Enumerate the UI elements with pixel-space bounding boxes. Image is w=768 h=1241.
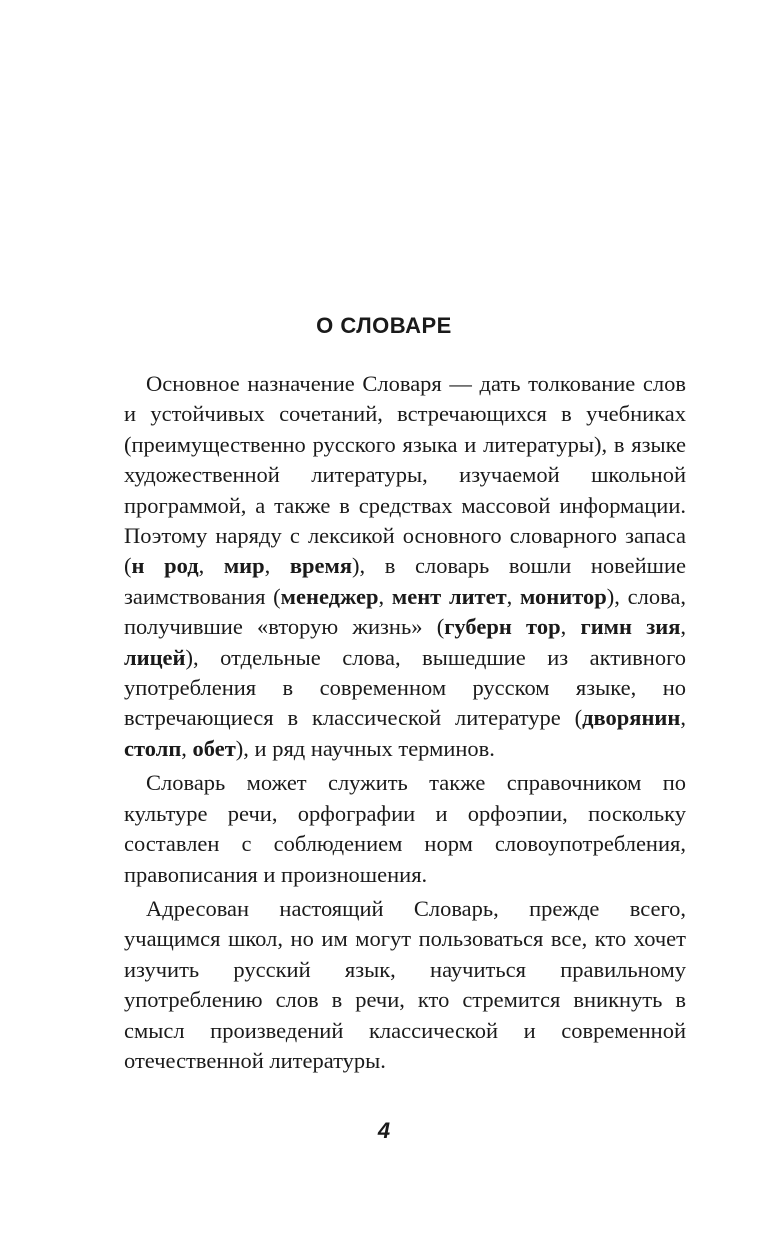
example-word: мир — [223, 553, 265, 579]
text-run: , — [378, 583, 392, 609]
text-run: , — [181, 735, 193, 761]
text-run: ), и ряд научных терминов. — [235, 735, 495, 761]
text-run: , — [680, 614, 687, 640]
example-word: время — [289, 553, 353, 579]
section-title: О СЛОВАРЕ — [316, 313, 452, 338]
text-run: ), слова, получившие «вторую жизнь» ( — [124, 583, 687, 640]
example-word: н род — [131, 553, 199, 579]
example-word: монитор — [520, 583, 607, 609]
example-word: лицей — [124, 644, 186, 670]
text-run: , — [680, 705, 686, 731]
example-word: гимн зия — [580, 614, 681, 640]
example-word: столп — [124, 735, 182, 761]
example-word: дворянин — [582, 705, 681, 731]
page-number: 4 — [377, 1118, 391, 1143]
paragraph-reference-use: Словарь может служить также справочником по культуре речи, орфографии и орфоэпии, поскольку составлен с соблюдением норм словоупотребления, правописания и произношения. — [124, 770, 686, 887]
paragraph-audience: Адресован настоящий Словарь, прежде всего, учащимся школ, но им могут пользоваться все, кто хочет изучить русский язык, научиться правильному употреблению слов в речи, кто стремится вникнуть в смысл произведений классической и современной отечественной литературы. — [124, 895, 686, 1073]
body-text — [124, 369, 686, 1076]
text-run: ), в словарь вошли новейшие заимствования ( — [124, 553, 687, 609]
example-word: губерн тор — [444, 614, 561, 640]
text-run: ), отдельные слова, вышедшие из активного употребления в современном русском языке, но встречающиеся в классической литературе ( — [124, 644, 686, 731]
text-run: , — [560, 614, 581, 640]
example-word: обет — [192, 735, 236, 761]
paragraph-purpose — [124, 369, 686, 764]
example-word: менеджер — [280, 583, 379, 609]
text-run: Основное назначение Словаря — дать толкование слов и устойчивых сочетаний, встречающихся в учебниках (преимущественно русского языка и литературы), в языке художественной литературы, изучаемой школьной программой, а также в средствах массовой информации. Поэтому наряду с лексикой основного словарного запаса ( — [124, 371, 686, 579]
text-run: , — [198, 553, 224, 579]
example-word: мент литет — [391, 583, 507, 609]
text-run: , — [264, 553, 290, 579]
text-run: , — [506, 583, 521, 609]
